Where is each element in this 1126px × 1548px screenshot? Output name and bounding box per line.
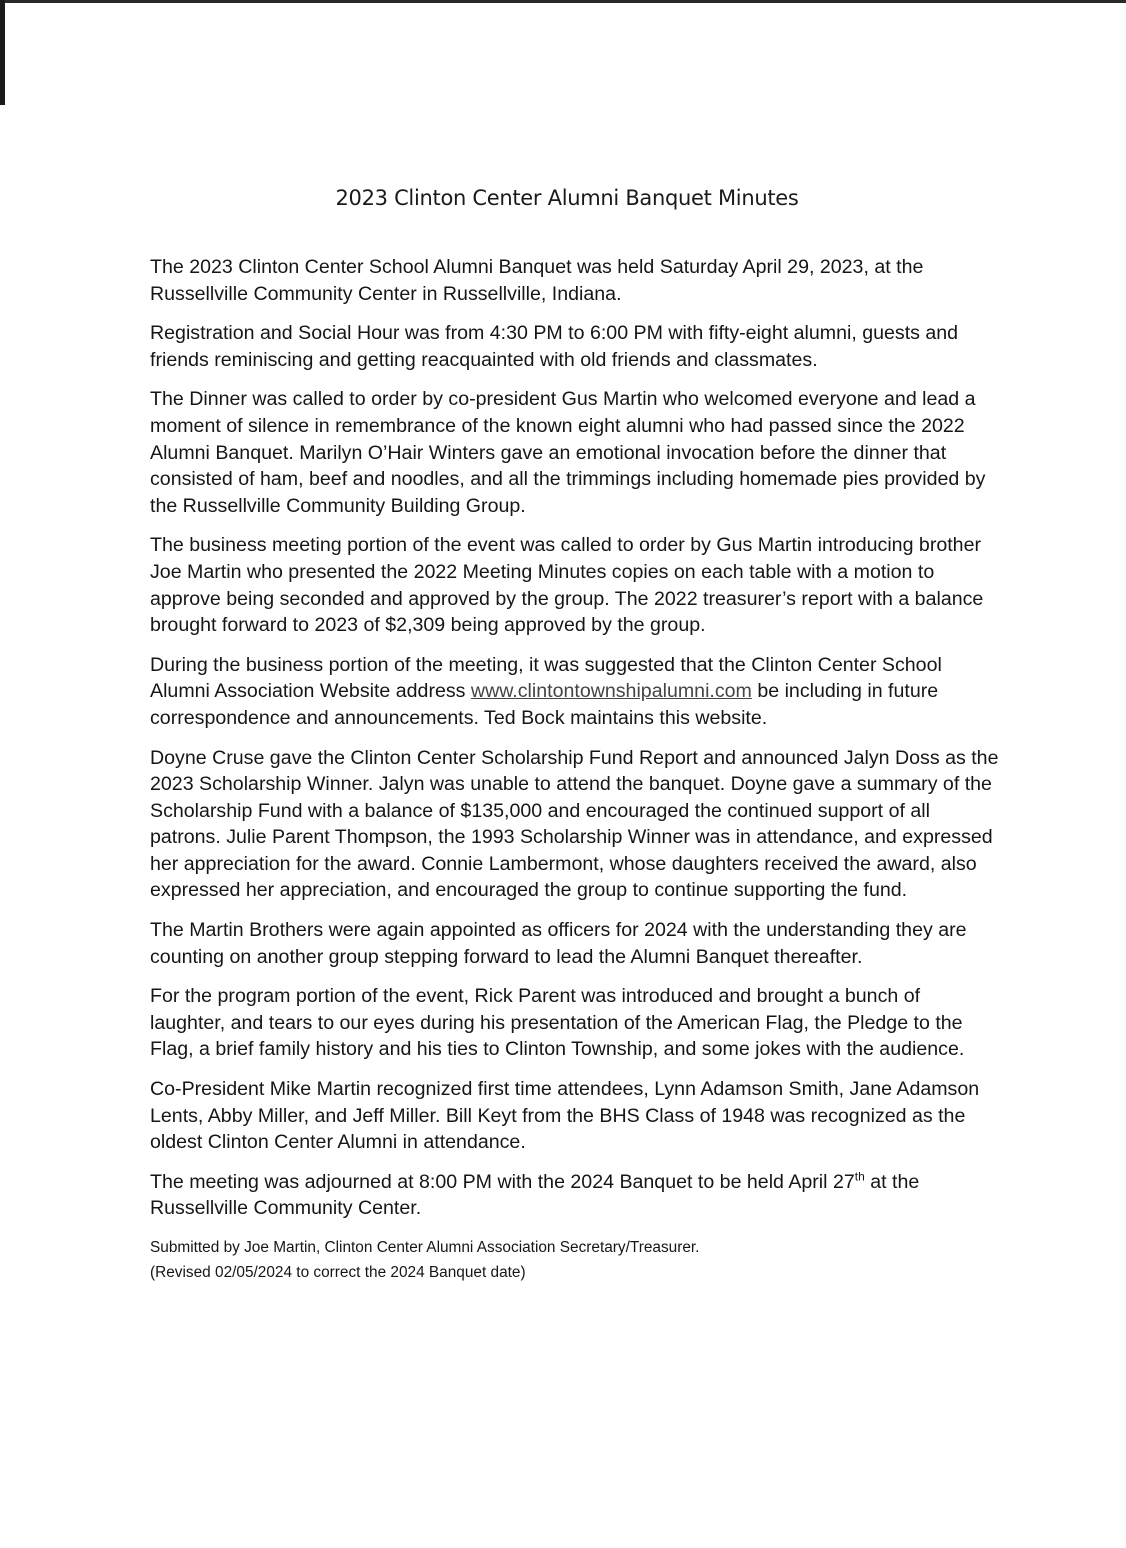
- scan-edge-top: [0, 0, 1126, 3]
- document-title: 2023 Clinton Center Alumni Banquet Minutes: [335, 186, 799, 210]
- footer-revision-note: (Revised 02/05/2024 to correct the 2024 Banquet date): [150, 1264, 526, 1281]
- paragraph-officers: The Martin Brothers were again appointed as officers for 2024 with the understanding they are counting on another group stepping forward to lead the Alumni Banquet thereafter.: [150, 919, 967, 968]
- closing-text-before: The meeting was adjourned at 8:00 PM with the 2024 Banquet to be held April 27: [150, 1170, 855, 1193]
- paragraph-scholarship: Doyne Cruse gave the Clinton Center Scholarship Fund Report and announced Jalyn Doss as the 2023 Scholarship Winner. Jalyn was unable to attend the banquet. Doyne gave a summary of the Scholarship Fund with a balance of $135,000 and encouraged the continued support of all patrons. Julie Parent Thompson, the 1993 Scholarship Winner was in attendance, and expressed her appreciation for the award. Connie Lambermont, whose daughters received the award, also expressed her appreciation, and encouraged the group to continue supporting the fund.: [150, 746, 999, 902]
- website-text-before: During the business portion of the meeting, it was suggested that the Clinton Center School Alumni Association Website address: [150, 653, 942, 703]
- paragraph-registration: Registration and Social Hour was from 4:30 PM to 6:00 PM with fifty-eight alumni, guests and friends reminiscing and getting reacquainted with old friends and classmates.: [150, 322, 959, 371]
- closing-text-after: at the Russellville Community Center.: [150, 1170, 920, 1220]
- footer-submitted-by: Submitted by Joe Martin, Clinton Center Alumni Association Secretary/Treasurer.: [150, 1239, 700, 1256]
- closing-superscript: th: [854, 1169, 865, 1184]
- document-footer: [150, 1235, 1000, 1285]
- paragraph-website: [150, 652, 1000, 732]
- scan-edge-left: [0, 0, 5, 105]
- paragraph-program: For the program portion of the event, Rick Parent was introduced and brought a bunch of laughter, and tears to our eyes during his presentation of the American Flag, the Pledge to the Flag, a brief family history and his ties to Clinton Township, and some jokes with the audience.: [150, 985, 965, 1061]
- document-body: [150, 254, 1000, 1285]
- paragraph-dinner: The Dinner was called to order by co-president Gus Martin who welcomed everyone and lead a moment of silence in remembrance of the known eight alumni who had passed since the 2022 Alumni Banquet. Marilyn O’Hair Winters gave an emotional invocation before the dinner that consisted of ham, beef and noodles, and all the trimmings including homemade pies provided by the Russellville Community Building Group.: [150, 388, 986, 517]
- paragraph-banquet-held: The 2023 Clinton Center School Alumni Banquet was held Saturday April 29, 2023, at the Russellville Community Center in Russellville, Indiana.: [150, 256, 924, 305]
- website-text-after: be including in future correspondence and announcements. Ted Bock maintains this website.: [150, 680, 939, 729]
- paragraph-adjourned: [150, 1169, 1000, 1222]
- paragraph-business-meeting: The business meeting portion of the event was called to order by Gus Martin introducing brother Joe Martin who presented the 2022 Meeting Minutes copies on each table with a motion to approve being seconded and approved by the group. The 2022 treasurer’s report with a balance brought forward to 2023 of $2,309 being approved by the group.: [150, 534, 984, 637]
- paragraph-first-time-attendees: Co-President Mike Martin recognized first time attendees, Lynn Adamson Smith, Jane Adamson Lents, Abby Miller, and Jeff Miller. Bill Keyt from the BHS Class of 1948 was recognized as the oldest Clinton Center Alumni in attendance.: [150, 1078, 980, 1154]
- website-link[interactable]: www.clintontownshipalumni.com: [470, 680, 752, 703]
